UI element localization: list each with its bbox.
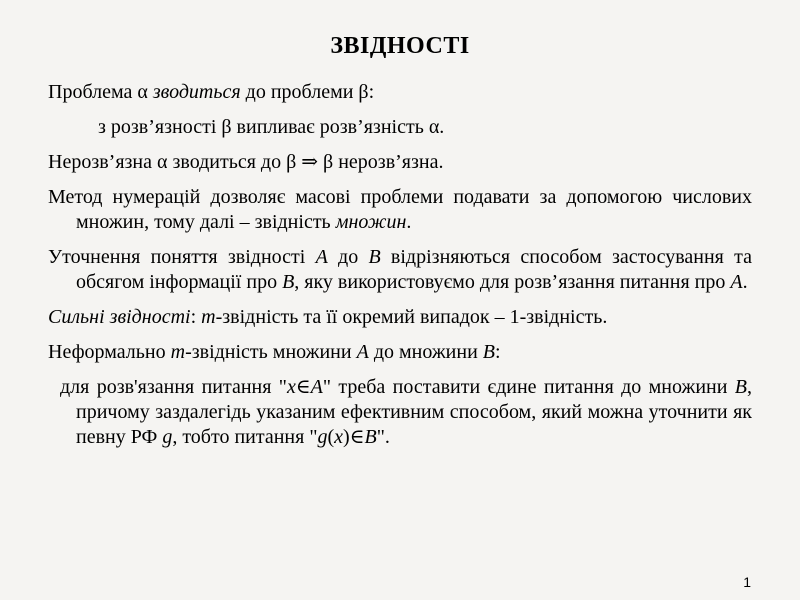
- text-run: , причому заздалегідь указаним ефективним способом, який можна уточнити як певну РФ: [76, 376, 752, 448]
- text-run: :: [190, 306, 202, 328]
- paragraph-solvability-implication: [48, 115, 752, 140]
- text-run-italic: A: [356, 341, 369, 363]
- text-run-italic: x: [286, 376, 296, 398]
- paragraph-numbering-method: [48, 185, 752, 235]
- paragraph-informal-definition: [48, 340, 752, 365]
- text-run: :: [495, 341, 501, 363]
- text-run: ".: [376, 426, 390, 448]
- text-run-italic: m: [201, 306, 216, 328]
- text-run: до проблеми β:: [240, 81, 375, 103]
- text-run: відрізняються способом застосування та обсягом інформації про: [76, 246, 752, 293]
- text-run-italic: множин: [335, 211, 407, 233]
- paragraph-membership-question: [48, 375, 752, 450]
- text-run: .: [742, 271, 748, 293]
- text-run-italic: g: [162, 426, 173, 448]
- text-run: Нерозв’язна α зводиться до β ⇒ β нерозв’язна.: [48, 151, 444, 173]
- text-run-italic: A: [315, 246, 328, 268]
- text-run: до множини: [368, 341, 483, 363]
- text-run-italic: B: [364, 426, 377, 448]
- text-run: Уточнення поняття звідності: [48, 246, 316, 268]
- text-run: -звідність та її окремий випадок – 1-звідність.: [215, 306, 608, 328]
- text-run: -звідність множини: [185, 341, 357, 363]
- text-run-italic: B: [482, 341, 495, 363]
- text-run-italic: B: [282, 271, 295, 293]
- paragraph-strong-reducibilities: [48, 305, 752, 330]
- text-run-italic: g: [317, 426, 328, 448]
- text-run: Проблема α: [48, 81, 153, 103]
- text-run: з розв’язності β випливає розв’язність α.: [98, 116, 445, 138]
- text-run: , яку використовуємо для розв’язання питання про: [294, 271, 731, 293]
- text-run: .: [406, 211, 412, 233]
- text-run-italic: A: [310, 376, 323, 398]
- text-run: " треба поставити єдине питання до множини: [322, 376, 735, 398]
- text-run-italic: x: [334, 426, 344, 448]
- slide-content: [48, 80, 752, 460]
- text-run: Неформально: [48, 341, 171, 363]
- page-number: 1: [743, 574, 751, 590]
- text-run-italic: Сильні звідності: [48, 306, 191, 328]
- text-run: (: [327, 426, 335, 448]
- text-run-italic: B: [368, 246, 381, 268]
- text-run: до: [327, 246, 369, 268]
- text-run: , тобто питання ": [172, 426, 318, 448]
- text-run-italic: зводиться: [152, 81, 241, 103]
- text-run: для розв'язання питання ": [60, 376, 287, 398]
- text-run-italic: B: [734, 376, 747, 398]
- text-run-italic: m: [170, 341, 186, 363]
- text-run: ∈: [295, 376, 311, 398]
- paragraph-problem-reduction: [48, 80, 752, 105]
- text-run: )∈: [343, 426, 365, 448]
- slide-title: ЗВІДНОСТІ: [330, 33, 470, 59]
- text-run: Метод нумерацій дозволяє масові проблеми подавати за допомогою числових множин, тому далі – звідність: [48, 186, 752, 233]
- text-run-italic: A: [730, 271, 743, 293]
- paragraph-refinement: [48, 245, 752, 295]
- paragraph-unsolvability: [48, 150, 752, 175]
